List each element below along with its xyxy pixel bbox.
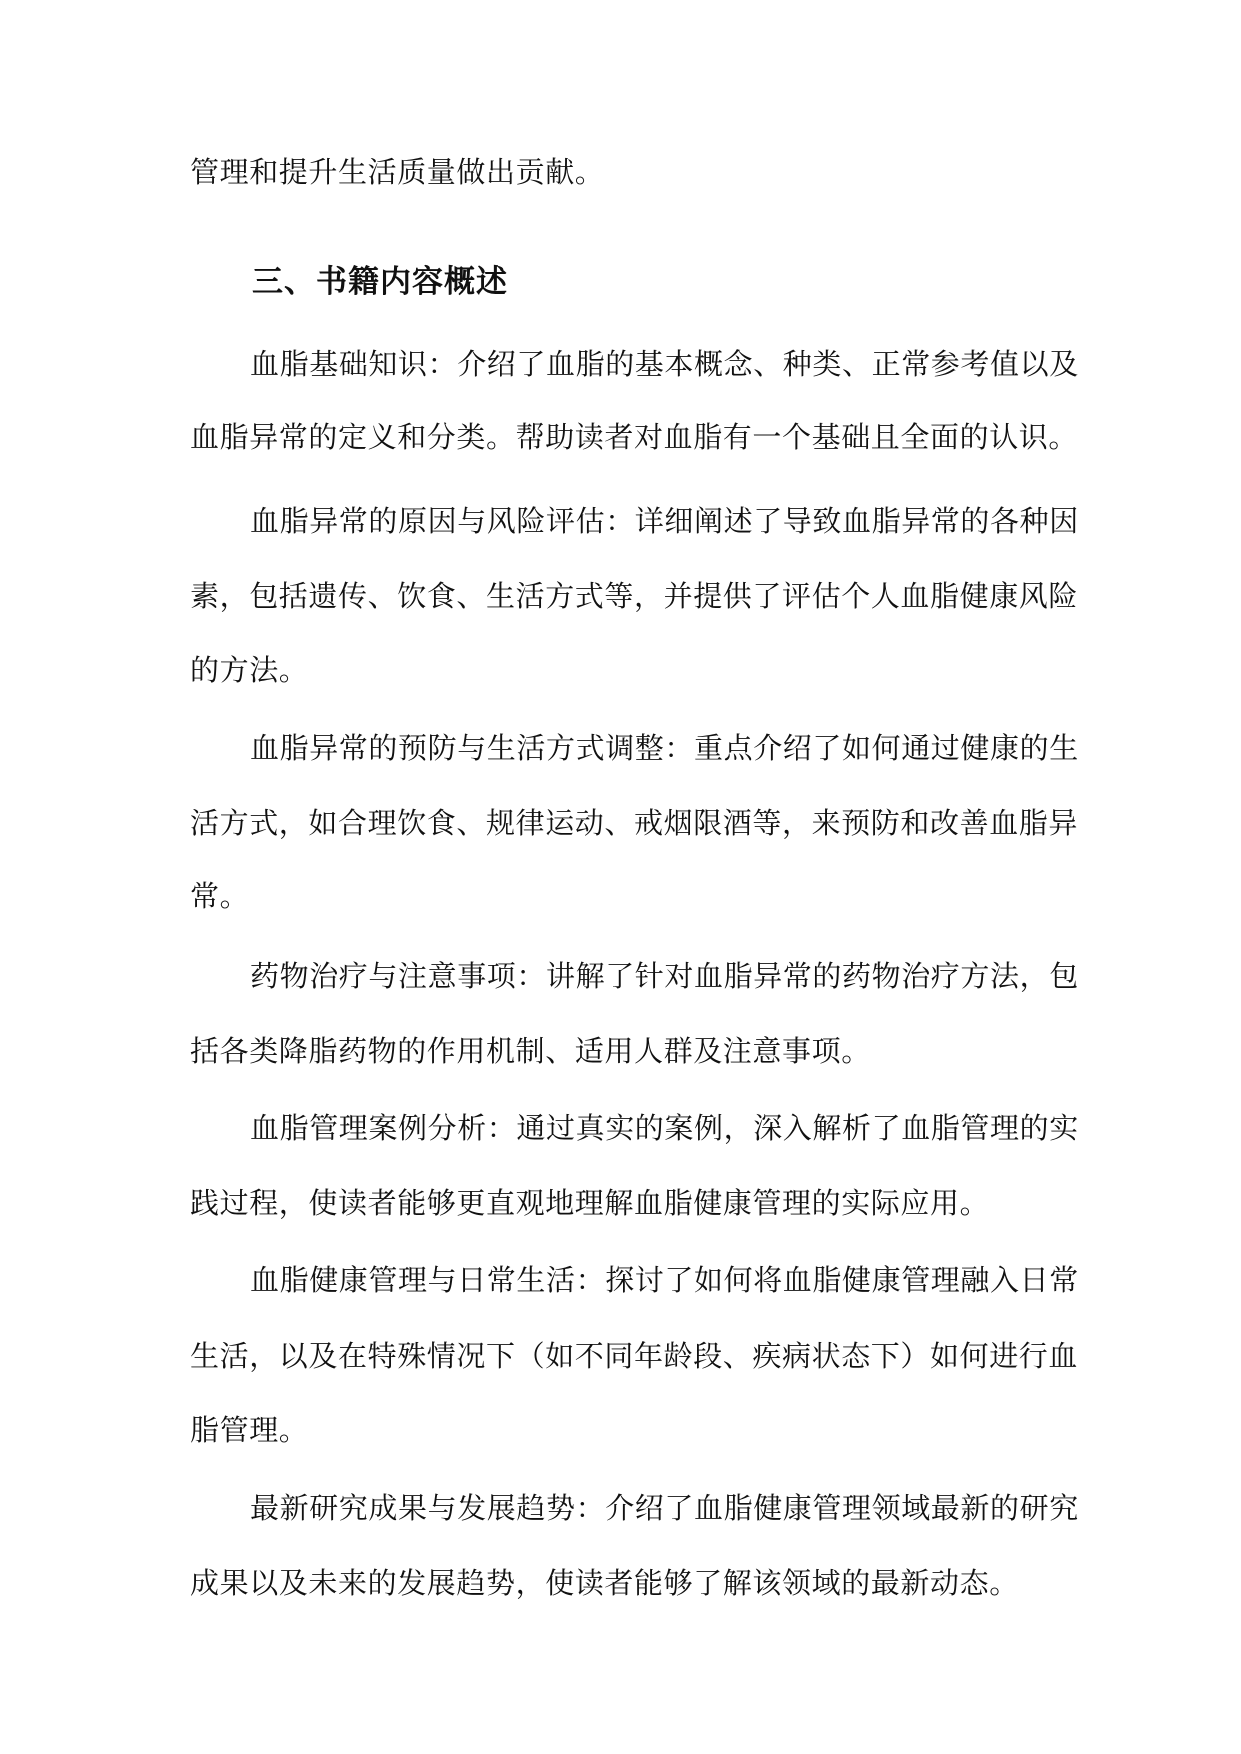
paragraph-4-text-1: 药物治疗与注意事项：讲解了针对血脂异常的药物治疗方法，包 <box>250 959 1079 993</box>
paragraph-2-text-2: 素，包括遗传、饮食、生活方式等，并提供了评估个人血脂健康风险 <box>190 579 1079 613</box>
paragraph-1-line-1 <box>250 344 1241 384</box>
paragraph-3-text-2: 活方式，如合理饮食、规律运动、戒烟限酒等，来预防和改善血脂异 <box>190 806 1079 840</box>
paragraph-7-line-2 <box>190 1563 1241 1603</box>
paragraph-4-text-2: 括各类降脂药物的作用机制、适用人群及注意事项。 <box>190 1034 871 1068</box>
paragraph-5-text-1: 血脂管理案例分析：通过真实的案例，深入解析了血脂管理的实 <box>250 1111 1079 1145</box>
paragraph-2-line-3 <box>190 650 1241 690</box>
paragraph-6-line-1 <box>250 1260 1241 1300</box>
paragraph-6-text-3: 脂管理。 <box>190 1413 309 1447</box>
paragraph-4-line-1 <box>250 956 1241 996</box>
paragraph-3-text-3: 常。 <box>190 879 250 913</box>
paragraph-7-text-2: 成果以及未来的发展趋势，使读者能够了解该领域的最新动态。 <box>190 1566 1019 1600</box>
paragraph-3-text-1: 血脂异常的预防与生活方式调整：重点介绍了如何通过健康的生 <box>250 731 1079 765</box>
paragraph-3-line-2 <box>190 803 1241 843</box>
paragraph-5-line-1 <box>250 1108 1241 1148</box>
paragraph-1-text-2: 血脂异常的定义和分类。帮助读者对血脂有一个基础且全面的认识。 <box>190 420 1079 454</box>
paragraph-6-text-1: 血脂健康管理与日常生活：探讨了如何将血脂健康管理融入日常 <box>250 1263 1079 1297</box>
paragraph-2-text-3: 的方法。 <box>190 653 309 687</box>
paragraph-6-text-2: 生活，以及在特殊情况下（如不同年龄段、疾病状态下）如何进行血 <box>190 1339 1079 1373</box>
paragraph-3-line-3 <box>190 876 1241 916</box>
paragraph-6-line-2 <box>190 1336 1241 1376</box>
paragraph-4-line-2 <box>190 1031 1241 1071</box>
paragraph-6-line-3 <box>190 1410 1241 1450</box>
continuation-line <box>190 152 1241 192</box>
paragraph-5-text-2: 践过程，使读者能够更直观地理解血脂健康管理的实际应用。 <box>190 1186 990 1220</box>
paragraph-3-line-1 <box>250 728 1241 768</box>
paragraph-5-line-2 <box>190 1183 1241 1223</box>
paragraph-2-line-2 <box>190 576 1241 616</box>
paragraph-2-text-1: 血脂异常的原因与风险评估：详细阐述了导致血脂异常的各种因 <box>250 504 1079 538</box>
paragraph-2-line-1 <box>250 501 1241 541</box>
paragraph-1-line-2 <box>190 417 1241 457</box>
paragraph-7-text-1: 最新研究成果与发展趋势：介绍了血脂健康管理领域最新的研究 <box>250 1491 1079 1525</box>
continuation-text: 管理和提升生活质量做出贡献。 <box>190 155 605 189</box>
section-heading: 三、书籍内容概述 <box>252 264 508 300</box>
paragraph-7-line-1 <box>250 1488 1241 1528</box>
paragraph-1-text-1: 血脂基础知识：介绍了血脂的基本概念、种类、正常参考值以及 <box>250 347 1079 381</box>
